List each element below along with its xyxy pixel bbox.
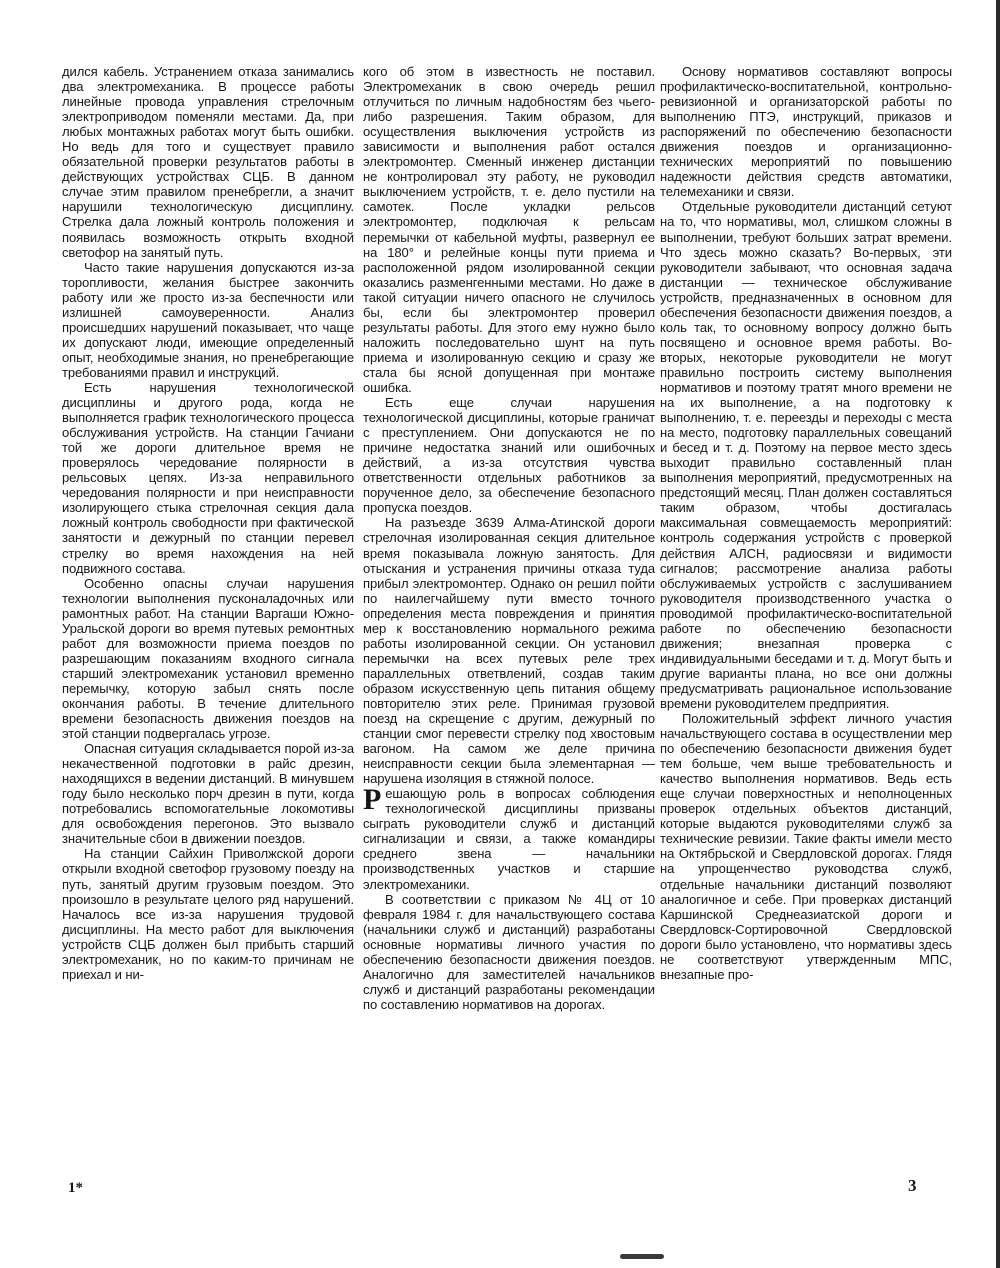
- paragraph: [62, 64, 354, 260]
- paragraph-text: кого об этом в известность не поставил. Электромеханик в свою очередь решил отлучиться по личным надобностям без чьего-либо разрешения. Таким образом, для осуществления выключения устройств из зависимости и выполнения работ остался электромонтер. Сменный инженер дистанции не контролировал эту работу, не руководил выключением устройств, т. е. дело пустили на самотек. После укладки рельсов электромонтер, подключая к рельсам перемычки от кабельной муфты, развернул ее на 180° и релейные концы пути приема и расположенной рядом изолированной секции оказались разменгенными местами. Но даже в такой ситуации ничего опасного не случилось бы, если бы электромонтер проверил результаты работы. Для этого ему нужно было наложить последовательно шунт на путь приема и изолированную секцию и сразу же стала бы ясной допущенная при монтаже ошибка.: [363, 64, 655, 395]
- paragraph-text: Есть нарушения технологической дисциплины и другого рода, когда не выполняется график технологического процесса обслуживания устройств. На станции Гачиани той же дороги длительное время не проверялось чередование полярности в рельсовых цепях. Из-за неправильного чередования полярности и при неисправности изолирующего стыка стрелочная секция дала ложный контроль свободности при фактической занятости и дежурный по станции перевел стрелку во время нахождения на ней подвижного состава.: [62, 379, 354, 576]
- text-column-right: [660, 64, 952, 982]
- paragraph-text: Часто такие нарушения допускаются из-за торопливости, желания быстрее закончить работу или же просто из-за беспечности или излишней самоуверенности. Анализ происшедших нарушений показывает, что чаще их допускают люди, имеющие определенный опыт, необходимые знания, но пренебрегающие требованиями правил и инструкций.: [62, 259, 354, 380]
- page-number: 3: [908, 1176, 917, 1195]
- text-column-middle: [363, 64, 655, 1012]
- paragraph: [660, 711, 952, 982]
- paragraph: [62, 576, 354, 742]
- paragraph: [62, 380, 354, 576]
- paragraph-text: Основу нормативов составляют вопросы профилактическо-воспитательной, контрольно-ревизионной и организаторской работы по выполнению ПТЭ, инструкций, приказов и распоряжений по обеспечению безопасности движения поездов и организационно-технических мероприятий по повышению надежности действия средств автоматики, телемеханики и связи.: [660, 64, 952, 200]
- page-edge-shadow: [996, 0, 1000, 1268]
- paragraph-text: Отдельные руководители дистанций сетуют на то, что нормативы, мол, слишком сложны в выполнении, требуют больших затрат времени. Что здесь можно сказать? Во-первых, эти руководители забывают, что основная задача дистанции — техническое обслуживание устройств, предназначенных в основном для обеспечения безопасности движения поездов, а коль так, то основному вопросу должно быть посвящено и основное время работы. Во-вторых, некоторые руководители не могут правильно построить систему выполнения нормативов и поэтому тратят много времени не на их выполнение, а на подготовку к выполнению, т. е. переезды и переходы с места на место, подготовку параллельных совещаний и бесед и т. д. Поэтому на первое место здесь выходит правильно составленный план выполнения мероприятий, предусмотренных на предстоящий месяц. План должен составляться таким образом, чтобы достигалась максимальная совмещаемость мероприятий: контроль содержания устройств с проверкой действия АЛСН, радиосвязи и видимости сигналов; рассмотрение анализа работы обслуживаемых устройств с заслушиванием руководителя производственного участка о проводимой профилактическо-воспитательной работе по обеспечению безопасности движения; внезапная проверка с индивидуальными беседами и т. д. Могут быть и другие варианты плана, но все они должны предусматривать рациональное использование времени руководителем предприятия.: [660, 199, 952, 711]
- drop-cap: Р: [363, 783, 382, 817]
- paragraph-text: В соответствии с приказом № 4Ц от 10 февраля 1984 г. для начальствующего состава (начальники служб и дистанций) разработаны основные нормативы личного участия по обеспечению безопасности движения поездов. Аналогично для заместителей начальников служб и дистанций разработаны рекомендации по составлению нормативов на дорогах.: [363, 891, 655, 1012]
- paragraph-text: ешающую роль в вопросах соблюдения технологической дисциплины призваны сыграть руководители служб и дистанций сигнализации и связи, а также командиры среднего звена — начальники производственных участков и старшие электромеханики.: [363, 786, 655, 892]
- paragraph: [363, 892, 655, 1012]
- paragraph: [62, 741, 354, 846]
- paragraph: [660, 64, 952, 199]
- binding-mark: [620, 1254, 664, 1259]
- paragraph-text: Опасная ситуация складывается порой из-за некачественной подготовки в райс дрезин, находящихся в ведении дистанций. В минувшем году было несколько порч дрезин в пути, когда потребовались вспомогательные локомотивы для освобождения перегонов. Это вызвало значительные сбои в движении поездов.: [62, 741, 354, 847]
- paragraph: [363, 395, 655, 515]
- paragraph-text: Особенно опасны случаи нарушения технологии выполнения пусконаладочных или рамонтных работ. На станции Варгаши Южно-Уральской дороги во время путевых ремонтных работ для возможности приема поездов по разрешающим показаниям входного сигнала старший электромеханик установил временно перемычку, которую забыл снять после окончания работы. В течение длительного времени безопасность движения поездов на этой станции подвергалась угрозе.: [62, 575, 354, 742]
- signature-mark: 1*: [68, 1180, 83, 1196]
- paragraph-text: На станции Сайхин Приволжской дороги открыли входной светофор грузовому поезду на путь, занятый другим грузовым поездом. Это произошло в результате целого ряд нарушений. Началось все из-за нарушения трудовой дисциплины. На место работ для выключения устройств СЦБ должен был прибыть старший электромеханик, но по каким-то причинам не приехал и ни-: [62, 846, 354, 982]
- paragraph-text: Есть еще случаи нарушения технологической дисциплины, которые граничат с преступлением. Они допускаются не по причине недостатка знаний или ошибочных действий, а из-за отсутствия чувства ответственности отдельных работников за порученное дело, за обеспечение безопасного пропуска поездов.: [363, 395, 655, 516]
- paragraph: [363, 515, 655, 786]
- paragraph: [363, 64, 655, 395]
- paragraph-text: дился кабель. Устранением отказа занимались два электромеханика. В процессе работы линейные провода управления стрелочным электроприводом поменяли местами. Да, при любых монтажных работах могут быть ошибки. Но ведь для того и существует правило обязательной проверки результатов работы в действующих устройствах СЦБ. В данном случае этим правилом пренебрегли, а значит нарушили технологическую дисциплину. Стрелка дала ложный контроль положения и появилась возможность открыть входной светофор на занятый путь.: [62, 64, 354, 260]
- text-column-left: [62, 64, 354, 982]
- paragraph: [62, 846, 354, 981]
- paragraph: [363, 783, 655, 892]
- paragraph-text: Положительный эффект личного участия начальствующего состава в осуществлении мер по обеспечению безопасности движения будет тем больше, чем выше требовательность и качество выполнения нормативов. Ведь есть еще случаи поверхностных и неполноценных проверок отдельных объектов дистанций, которые выдаются руководителями служб за технические ревизии. Такие факты имели место на Октябрьской и Свердловской дорогах. Глядя на упрощенчество руководства служб, отдельные начальники дистанций позволяют аналогичное и себе. При проверках дистанций Каршинской Среднеазиатской дороги и Свердловск-Сортировочной Свердловской дороги было установлено, что нормативы здесь не соответствуют утвержденным МПС, внезапные про-: [660, 711, 952, 982]
- paragraph: [660, 199, 952, 711]
- paragraph: [62, 260, 354, 380]
- paragraph-text: На разъезде 3639 Алма-Атинской дороги стрелочная изолированная секция длительное время показывала ложную занятость. Для отыскания и устранения причины отказа туда прибыл электромонтер. Однако он решил пойти по наилегчайшему пути вместо точного определения места повреждения и принятия мер к восстановлению нормального режима работы изолированной секции. Он установил перемычки на всех путевых реле трех параллельных ответвлений, создав таким образом искусственную цепь питания общему повторителю этих реле. Принимая грузовой поезд на скрещение с другим, дежурный по станции смог перевести стрелку под хвостовым вагоном. На самом же деле причина неисправности секции была элементарная — нарушена изоляция в стяжной полосе.: [363, 515, 655, 787]
